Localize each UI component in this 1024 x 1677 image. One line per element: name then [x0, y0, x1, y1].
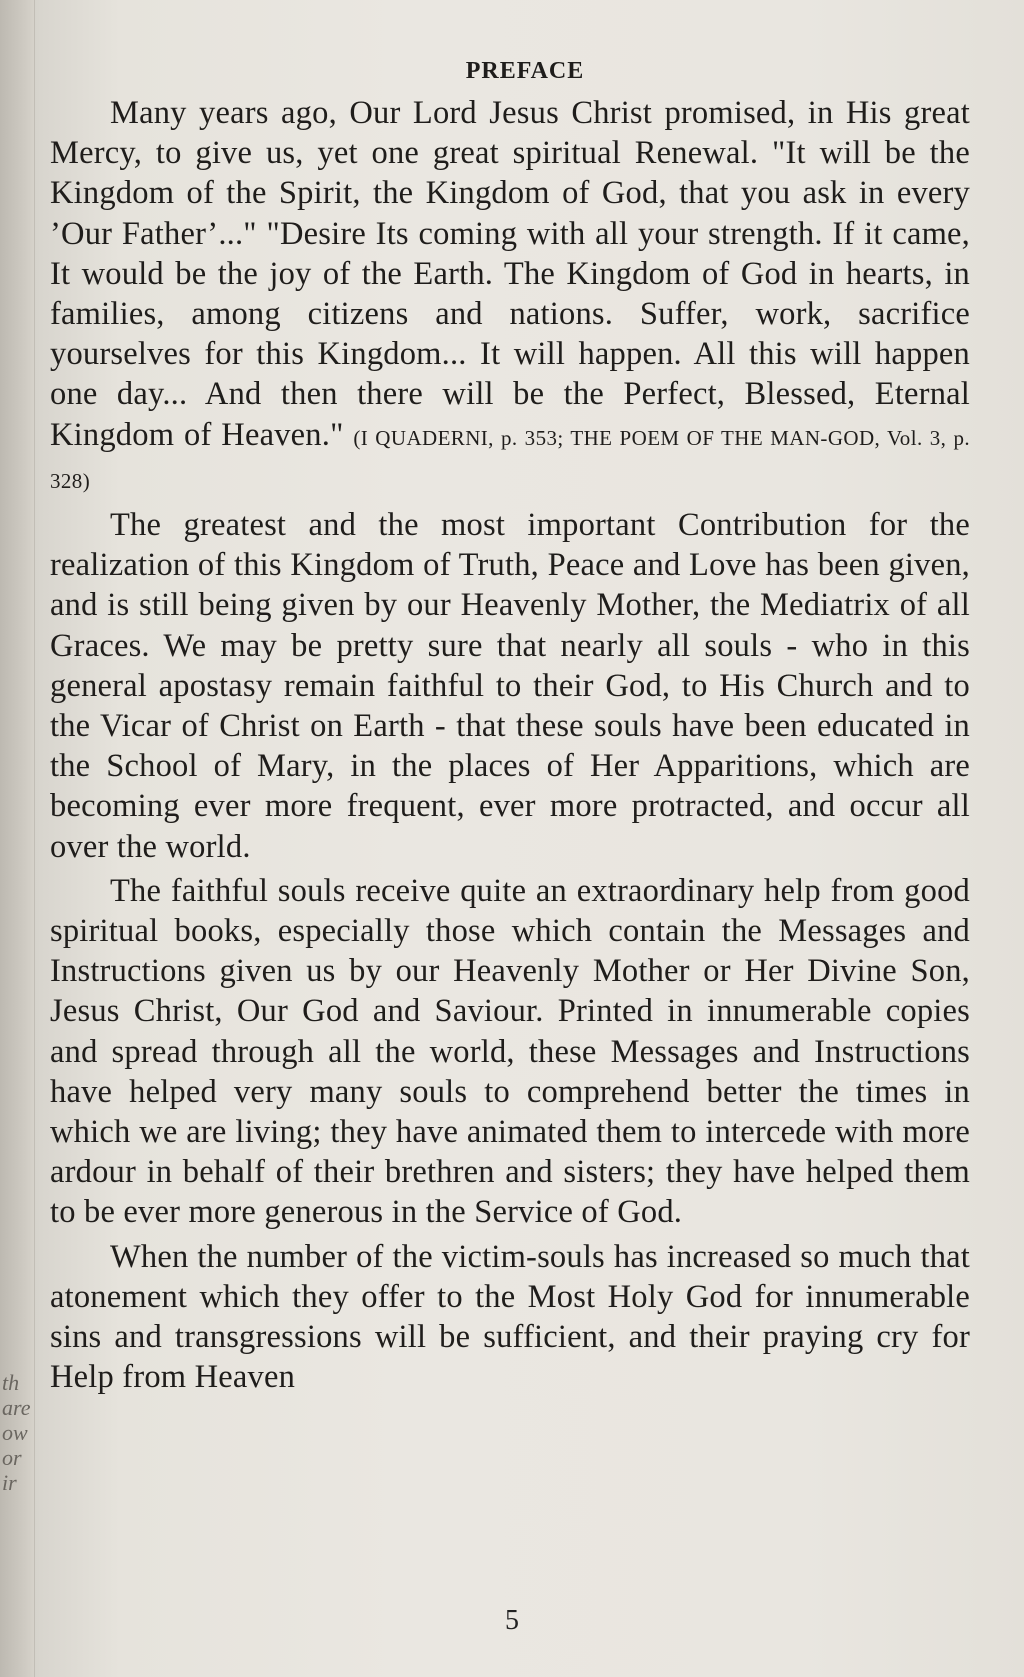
paragraph-4: When the number of the victim-souls has increased so much that atonement which they offer to the Most Holy God for innumerable sins and transgressions will be sufficient, and their praying cry for Help from Heaven: [50, 1238, 970, 1396]
gutter-fragment: are: [2, 1395, 31, 1420]
paragraph-2: The greatest and the most important Contribution for the realization of this Kingdom of Truth, Peace and Love has been given, and is still being given by our Heavenly Mother, the Mediatrix of all Graces. We may be pretty sure that nearly all souls - who in this general apostasy remain faithful to their God, to His Church and to the Vicar of Christ on Earth - that these souls have been educated in the School of Mary, in the places of Her Apparitions, which are becoming ever more frequent, ever more protracted, and occur all over the world.: [50, 507, 970, 865]
facing-page-text-fragments: [2, 1370, 32, 1495]
paragraph-3: The faithful souls receive quite an extraordinary help from good spiritual books, especially those which contain the Messages and Instructions given us by our Heavenly Mother or Her Divine Son, Jesus Christ, Our God and Saviour. Printed in innumerable copies and spread through all the world, these Messages and Instructions have helped very many souls to comprehend better the times in which we are living; they have animated them to intercede with more ardour in behalf of their brethren and sisters; they have helped them to be ever more generous in the Service of God.: [50, 872, 970, 1231]
page-number: 5: [505, 1605, 519, 1636]
paragraph-1: [50, 93, 970, 501]
paragraph-1-text: Many years ago, Our Lord Jesus Christ promised, in His great Mercy, to give us, yet one great spiritual Renewal. "It will be the Kingdom of the Spirit, the Kingdom of God, that you ask in every ’Our Father’..." "Desire Its coming with all your strength. If it came, It would be the joy of the Earth. The Kingdom of God in hearts, in families, among citizens and nations. Suffer, work, sacrifice yourselves for this Kingdom... It will happen. All this will happen one day... And then there will be the Perfect, Blessed, Eternal Kingdom of Heaven.": [50, 95, 970, 453]
gutter-fragment: or: [2, 1445, 22, 1470]
page-title: PREFACE: [465, 58, 585, 84]
page-content: [50, 58, 970, 1402]
citation: (I QUADERNI, p. 353; THE POEM OF THE MAN-GOD, Vol. 3, p. 328): [50, 425, 970, 493]
gutter-fragment: ir: [2, 1470, 17, 1495]
gutter-fragment: ow: [2, 1420, 28, 1445]
facing-page-edge: [0, 0, 35, 1677]
gutter-fragment: th: [2, 1370, 20, 1395]
